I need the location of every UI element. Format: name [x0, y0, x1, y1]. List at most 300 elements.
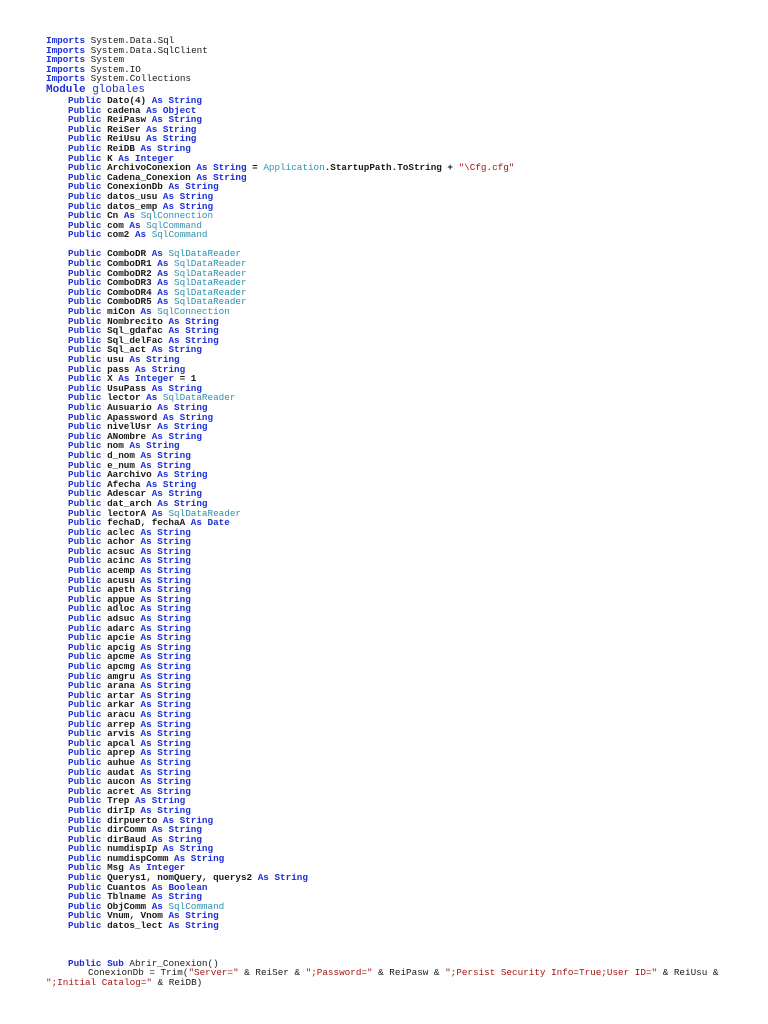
public-keyword: Public [68, 210, 102, 222]
public-keyword: Public [68, 708, 102, 720]
variable-name: Ausuario [101, 401, 158, 413]
as-keyword: As [168, 910, 186, 922]
as-keyword: As [162, 200, 180, 212]
variable-name: adloc [101, 603, 141, 615]
type-name: String [157, 555, 191, 567]
as-keyword: As [134, 229, 152, 241]
as-keyword: As [146, 123, 163, 135]
type-name: SqlDataReader [174, 267, 247, 279]
as-keyword: As [140, 584, 158, 596]
as-keyword: As [196, 171, 214, 183]
variable-name: fechaD, fechaA [101, 517, 191, 529]
type-name: String [162, 123, 197, 135]
as-keyword: As [134, 795, 152, 807]
variable-name: ComboDR4 [101, 286, 158, 298]
as-keyword: As [151, 114, 169, 126]
variable-name: aprep [101, 747, 141, 759]
type-name: String [157, 651, 191, 663]
variable-name: dirComm [101, 824, 152, 836]
type-name: String [157, 574, 191, 586]
variable-name: lector [101, 392, 147, 404]
as-keyword: As [140, 613, 158, 625]
public-keyword: Public [68, 392, 102, 404]
public-keyword: Public [68, 881, 102, 893]
type-name: String [190, 852, 225, 864]
type-name: SqlDataReader [174, 296, 247, 308]
type-name: SqlConnection [157, 306, 230, 318]
variable-name: ObjComm [101, 900, 152, 912]
variable-name: ReiSer [101, 123, 147, 135]
public-keyword: Public [68, 114, 102, 126]
variable-name: pass [101, 363, 135, 375]
imports-keyword: Imports [46, 44, 86, 56]
public-keyword: Public [68, 430, 102, 442]
public-keyword: Public [68, 603, 102, 615]
variable-name: acemp [101, 565, 141, 577]
variable-name: Dato(4) [101, 94, 152, 106]
as-keyword: As [129, 440, 147, 452]
type-name: String [157, 536, 191, 548]
variable-name: miCon [101, 306, 141, 318]
public-keyword: Public [68, 104, 102, 116]
variable-name: amgru [101, 670, 141, 682]
variable-name: apcig [101, 641, 141, 653]
as-keyword: As [146, 104, 163, 116]
public-keyword: Public [68, 421, 102, 433]
assignment: ConexionDb = Trim( [88, 967, 189, 979]
type-name: String [157, 641, 191, 653]
public-keyword: Public [68, 900, 102, 912]
as-keyword: As [140, 689, 158, 701]
imports-keyword: Imports [46, 73, 86, 85]
as-keyword: As [168, 334, 186, 346]
public-keyword: Public [68, 181, 102, 193]
type-name: String [168, 430, 202, 442]
public-keyword: Public [68, 833, 102, 845]
variable-name: dirIp [101, 804, 141, 816]
variable-name: apcme [101, 651, 141, 663]
type-name: SqlCommand [168, 900, 225, 912]
variable-name: aucon [101, 776, 141, 788]
type-name: String [168, 382, 202, 394]
as-keyword: As [140, 804, 158, 816]
public-keyword: Public [68, 517, 102, 529]
as-keyword: As [151, 507, 169, 519]
public-keyword: Public [68, 411, 102, 423]
variable-name: apcie [101, 632, 141, 644]
variable-name: Adescar [101, 488, 152, 500]
public-keyword: Public [68, 123, 102, 135]
string-literal: ";Persist Security Info=True;User ID=" [445, 967, 658, 979]
as-keyword: As [140, 737, 158, 749]
public-keyword: Public [68, 94, 102, 106]
public-keyword: Public [68, 373, 102, 385]
variable-name: nivelUsr [101, 421, 158, 433]
variable-name: UsuPass [101, 382, 152, 394]
as-keyword: As [140, 574, 158, 586]
public-keyword: Public [68, 248, 102, 260]
type-name: Object [162, 104, 197, 116]
variable-name: dat_arch [101, 497, 158, 509]
variable-name: acinc [101, 555, 141, 567]
as-keyword: As [140, 306, 158, 318]
variable-name: aracu [101, 708, 141, 720]
as-keyword: As [257, 872, 275, 884]
variable-name: dirpuerto [101, 814, 163, 826]
as-keyword: As [140, 641, 158, 653]
public-keyword: Public [68, 641, 102, 653]
as-keyword: As [140, 142, 158, 154]
type-name: Integer [134, 373, 175, 385]
variable-name: ReiDB [101, 142, 141, 154]
string-literal: "Server=" [188, 967, 239, 979]
type-name: SqlCommand [146, 219, 202, 231]
namespace-name: System [85, 54, 125, 66]
public-keyword: Public [68, 306, 102, 318]
public-keyword: Public [68, 142, 102, 154]
as-keyword: As [140, 756, 158, 768]
public-keyword: Public [68, 622, 102, 634]
variable-name: acsuc [101, 545, 141, 557]
type-name: String [174, 401, 208, 413]
public-keyword: Public [68, 459, 102, 471]
as-keyword: As [140, 718, 158, 730]
type-name: String [168, 488, 202, 500]
variable-name: ComboDR2 [101, 267, 158, 279]
variable-name: ArchivoConexion [101, 162, 197, 174]
type-name: SqlDataReader [174, 286, 247, 298]
type-name: SqlDataReader [168, 248, 241, 260]
variable-name: acret [101, 785, 141, 797]
variable-name: datos_usu [101, 190, 163, 202]
variable-name: numdispIp [101, 843, 163, 855]
type-name: String [157, 804, 191, 816]
as-keyword: As [151, 382, 169, 394]
as-keyword: As [140, 661, 158, 672]
type-name: String [157, 661, 191, 672]
variable-name: ComboDR1 [101, 258, 158, 270]
type-name: String [174, 469, 208, 481]
as-keyword: As [140, 785, 158, 797]
variable-name: Cadena_Conexion [101, 171, 197, 183]
type-name: String [168, 114, 202, 126]
as-keyword: As [140, 699, 158, 711]
as-keyword: As [157, 401, 175, 413]
public-keyword: Public [68, 756, 102, 768]
public-keyword: Public [68, 171, 102, 183]
imports-keyword: Imports [46, 63, 86, 75]
as-keyword: As [168, 181, 186, 193]
public-keyword: Public [68, 670, 102, 682]
public-keyword: Public [68, 363, 102, 375]
as-keyword: As [140, 593, 158, 605]
type-name: String [168, 824, 202, 836]
as-keyword: As [140, 670, 158, 682]
type-name: String [157, 728, 191, 740]
as-keyword: As [168, 920, 186, 932]
as-keyword: As [151, 488, 169, 500]
variable-name: Nombrecito [101, 315, 169, 327]
type-name: String [157, 747, 191, 759]
type-name: String [157, 670, 191, 682]
type-name: String [162, 478, 197, 490]
type-name: String [185, 910, 219, 922]
public-keyword: Public [68, 315, 102, 327]
public-keyword: Public [68, 891, 102, 903]
type-name: String [157, 708, 191, 720]
public-keyword: Public [68, 584, 102, 596]
type-name: String [168, 891, 202, 903]
variable-name: Trep [101, 795, 135, 807]
public-keyword: Public [68, 286, 102, 298]
type-name: String [185, 181, 219, 193]
type-name: String [168, 344, 202, 356]
sub-keyword: Sub [107, 957, 130, 969]
variable-name: apcmg [101, 661, 141, 672]
as-keyword: As [151, 824, 169, 836]
imports-keyword: Imports [46, 54, 86, 66]
public-keyword: Public [68, 267, 102, 279]
public-keyword: Public [68, 565, 102, 577]
operator: = [246, 162, 264, 174]
member-access: .StartupPath.ToString + [324, 162, 459, 174]
variable-name: Sql_act [101, 344, 152, 356]
as-keyword: As [190, 517, 208, 529]
type-name: String [157, 756, 191, 768]
as-keyword: As [157, 296, 175, 308]
public-keyword: Public [68, 680, 102, 692]
declaration-line [46, 921, 746, 931]
variable-name: artar [101, 689, 141, 701]
type-name: SqlConnection [140, 210, 214, 222]
declaration-line [46, 230, 746, 240]
variable-name: apeth [101, 584, 141, 596]
public-keyword: Public [68, 613, 102, 625]
as-keyword: As [140, 708, 158, 720]
type-name: String [157, 459, 191, 471]
as-keyword: As [151, 344, 169, 356]
string-literal: ";Password=" [305, 967, 373, 979]
type-name: String [151, 363, 186, 375]
as-keyword: As [123, 210, 141, 222]
namespace-name: System.IO [85, 63, 141, 75]
variable-name: Querys1, nomQuery, querys2 [101, 872, 258, 884]
as-keyword: As [129, 862, 147, 874]
public-keyword: Public [68, 718, 102, 730]
module-keyword: Module [46, 83, 86, 96]
public-keyword: Public [68, 344, 102, 356]
as-keyword: As [151, 94, 169, 106]
public-keyword: Public [68, 469, 102, 481]
as-keyword: As [151, 248, 169, 260]
public-keyword: Public [68, 689, 102, 701]
variable-name: ComboDR5 [101, 296, 158, 308]
type-name: String [157, 622, 191, 634]
as-keyword: As [151, 881, 169, 893]
as-keyword: As [146, 133, 163, 145]
type-name: String [174, 497, 208, 509]
as-keyword: As [134, 363, 152, 375]
as-keyword: As [162, 814, 180, 826]
type-name: String [157, 449, 191, 461]
type-name: String [179, 814, 214, 826]
public-keyword: Public [68, 488, 102, 500]
type-name: String [157, 776, 191, 788]
variable-name: cadena [101, 104, 147, 116]
as-keyword: As [140, 766, 158, 778]
connection-string-continuation [46, 978, 746, 988]
concat: & ReiDB) [152, 976, 203, 988]
variable-name: d_nom [101, 449, 141, 461]
public-keyword: Public [68, 296, 102, 308]
type-name: String [157, 766, 191, 778]
type-name: String [151, 795, 186, 807]
type-name: SqlDataReader [162, 392, 236, 404]
type-name: String [157, 718, 191, 730]
type-name: String [185, 920, 219, 932]
as-keyword: As [151, 891, 169, 903]
as-keyword: As [168, 315, 186, 327]
public-keyword: Public [68, 325, 102, 337]
as-keyword: As [168, 325, 186, 337]
public-keyword: Public [68, 661, 102, 672]
type-name: String [146, 440, 180, 452]
as-keyword: As [140, 536, 158, 548]
type-name: String [185, 315, 219, 327]
type-name: String [162, 133, 197, 145]
type-name: String [179, 411, 214, 423]
variable-name: Cn [101, 210, 124, 222]
type-name: SqlCommand [151, 229, 208, 241]
type-name: SqlDataReader [168, 507, 241, 519]
variable-name: apcal [101, 737, 141, 749]
as-keyword: As [162, 190, 180, 202]
public-keyword: Public [68, 728, 102, 740]
public-keyword: Public [68, 478, 102, 490]
public-keyword: Public [68, 555, 102, 567]
string-literal: "\Cfg.cfg" [458, 162, 515, 174]
public-keyword: Public [68, 920, 102, 932]
type-name: String [157, 680, 191, 692]
type-name: String [157, 593, 191, 605]
public-keyword: Public [68, 401, 102, 413]
as-keyword: As [146, 478, 163, 490]
type-name: Date [207, 517, 230, 529]
type-name: String [157, 785, 191, 797]
as-keyword: As [162, 843, 180, 855]
variable-name: K [101, 152, 119, 164]
type-name: String [157, 526, 191, 538]
as-keyword: As [129, 219, 147, 231]
as-keyword: As [118, 373, 135, 385]
as-keyword: As [157, 277, 175, 289]
as-keyword: As [196, 162, 214, 174]
type-name: String [185, 334, 219, 346]
variable-name: achor [101, 536, 141, 548]
imports-keyword: Imports [46, 35, 86, 46]
public-keyword: Public [68, 814, 102, 826]
type-name: String [157, 737, 191, 749]
public-keyword: Public [68, 872, 102, 884]
as-keyword: As [157, 469, 175, 481]
variable-name: acusu [101, 574, 141, 586]
variable-name: arana [101, 680, 141, 692]
variable-name: ANombre [101, 430, 152, 442]
public-keyword: Public [68, 957, 108, 969]
public-keyword: Public [68, 162, 102, 174]
type-name: String [179, 200, 214, 212]
public-keyword: Public [68, 593, 102, 605]
public-keyword: Public [68, 354, 102, 365]
as-keyword: As [140, 565, 158, 577]
type-name: String [179, 190, 214, 202]
type-name: String [185, 325, 219, 337]
variable-name: ReiPasw [101, 114, 152, 126]
public-keyword: Public [68, 219, 102, 231]
variable-name: Vnum, Vnom [101, 910, 169, 922]
public-keyword: Public [68, 507, 102, 519]
type-name: String [274, 872, 308, 884]
public-keyword: Public [68, 334, 102, 346]
variable-name: Sql_delFac [101, 334, 169, 346]
namespace-name: System.Collections [85, 73, 192, 85]
variable-name: numdispComm [101, 852, 175, 864]
as-keyword: As [174, 852, 191, 864]
variable-name: Apassword [101, 411, 163, 423]
imports-line [46, 55, 746, 65]
variable-name: Cuantos [101, 881, 152, 893]
public-keyword: Public [68, 440, 102, 452]
variable-name: com2 [101, 229, 135, 241]
as-keyword: As [140, 680, 158, 692]
variable-name: Aarchivo [101, 469, 158, 481]
variable-name: X [101, 373, 119, 385]
code-listing [46, 36, 746, 987]
type-name: SqlDataReader [174, 258, 247, 270]
variable-name: auhue [101, 756, 141, 768]
public-keyword: Public [68, 526, 102, 538]
type-name: String [157, 565, 191, 577]
type-name: String [157, 613, 191, 625]
as-keyword: As [157, 258, 175, 270]
public-keyword: Public [68, 133, 102, 145]
public-keyword: Public [68, 536, 102, 548]
variable-name: arkar [101, 699, 141, 711]
public-keyword: Public [68, 737, 102, 749]
public-keyword: Public [68, 152, 102, 164]
as-keyword: As [140, 622, 158, 634]
concat: & ReiUsu & [657, 967, 719, 979]
public-keyword: Public [68, 699, 102, 711]
variable-name: usu [101, 354, 130, 365]
public-keyword: Public [68, 545, 102, 557]
as-keyword: As [157, 286, 175, 298]
variable-name: datos_emp [101, 200, 163, 212]
as-keyword: As [140, 459, 158, 471]
type-name: String [157, 603, 191, 615]
variable-name: Msg [101, 862, 130, 874]
variable-name: adarc [101, 622, 141, 634]
as-keyword: As [129, 354, 147, 365]
concat: & ReiPasw & [372, 967, 446, 979]
type-name: String [157, 632, 191, 644]
as-keyword: As [146, 392, 163, 404]
public-keyword: Public [68, 910, 102, 922]
type-name: String [157, 689, 191, 701]
as-keyword: As [140, 545, 158, 557]
namespace-name: System.Data.SqlClient [85, 44, 208, 56]
variable-name: e_num [101, 459, 141, 471]
